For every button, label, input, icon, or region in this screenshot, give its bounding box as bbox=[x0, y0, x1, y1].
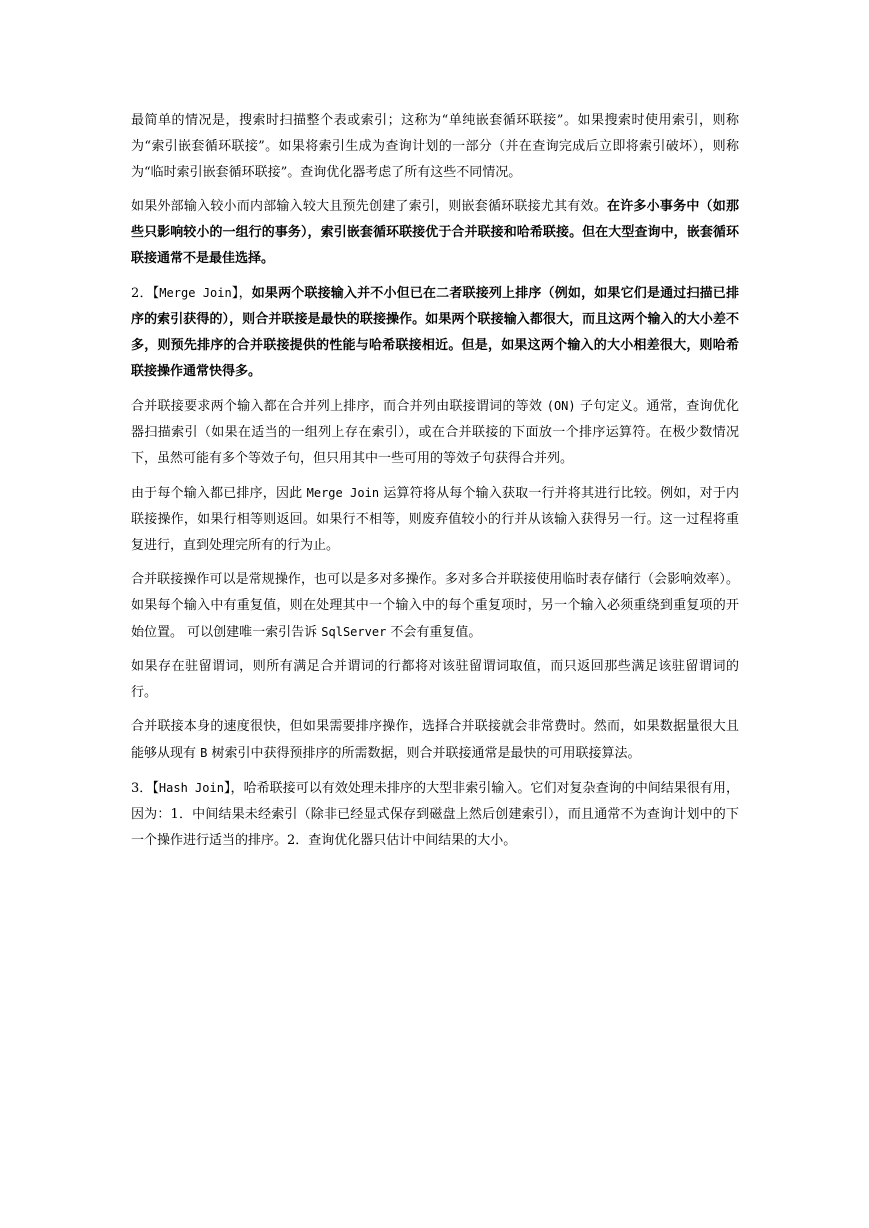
body-text: 】， bbox=[231, 286, 252, 301]
document-body bbox=[131, 108, 739, 862]
body-text: 不会有重复值。 bbox=[386, 625, 482, 640]
body-text: 树索引中获得预排序的所需数据，则合并联接通常是最快的可用联接算法。 bbox=[207, 746, 641, 761]
body-text: 如果外部输入较小而内部输入较大且预先创建了索引，则嵌套循环联接尤其有效。 bbox=[131, 199, 607, 214]
body-text: 子句定义。通常，查询优化器扫描索引（如果在适当的一组列上存在索引），或在合并联接的下面放一个排序运算符。在极少数情况下，虽然可能有多个等效子句，但只用其中一些可用的等效子句获得合并列。 bbox=[131, 399, 739, 466]
body-text: 】，哈希联接可以有效处理未排序的大型非索引输入。它们对复杂查询的中间结果很有用，因为：1．中间结果未经索引（除非已经显式保存到磁盘上然后创建索引），而且通常不为查询计划中的下一个操作进行适当的排序。2．查询优化器只估计中间结果的大小。 bbox=[131, 781, 739, 848]
body-text: 由于每个输入都已排序，因此 bbox=[131, 486, 307, 501]
paragraph bbox=[131, 714, 739, 767]
code-text: (ON) bbox=[546, 399, 576, 413]
body-text: 合并联接要求两个输入都在合并列上排序，而合并列由联接谓词的等效 bbox=[131, 399, 547, 414]
paragraph bbox=[131, 280, 739, 385]
paragraph bbox=[131, 654, 739, 706]
body-text: 2．【 bbox=[131, 286, 160, 301]
paragraph bbox=[131, 480, 739, 559]
code-text: B bbox=[200, 746, 208, 760]
bold-text: 在许多小事务中（如那些只影响较小的一组行的事务），索引嵌套循环联接优于合并联接和哈希联接。但在大型查询中，嵌套循环联接通常不是最佳选择。 bbox=[131, 199, 739, 266]
paragraph bbox=[131, 567, 739, 646]
code-text: Merge Join bbox=[306, 486, 380, 500]
body-text: 最简单的情况是，搜索时扫描整个表或索引；这称为“单纯嵌套循环联接”。如果搜索时使用索引，则称为“索引嵌套循环联接”。如果将索引生成为查询计划的一部分（并在查询完成后立即将索引破坏），则称为“临时索引嵌套循环联接”。查询优化器考虑了所有这些不同情况。 bbox=[131, 113, 739, 180]
paragraph bbox=[131, 108, 739, 186]
paragraph bbox=[131, 393, 739, 472]
body-text: 合并联接操作可以是常规操作，也可以是多对多操作。多对多合并联接使用临时表存储行（会影响效率）。如果每个输入中有重复值，则在处理其中一个输入中的每个重复项时，另一个输入必须重绕到重复项的开始位置。 可以创建唯一索引告诉 bbox=[131, 572, 739, 640]
code-text: SqlServer bbox=[321, 625, 387, 639]
body-text: 运算符将从每个输入获取一行并将其进行比较。例如，对于内联接操作，如果行相等则返回。如果行不相等，则废弃值较小的行并从该输入获得另一行。这一过程将重复进行，直到处理完所有的行为止。 bbox=[131, 486, 739, 553]
body-text: 如果存在驻留谓词，则所有满足合并谓词的行都将对该驻留谓词取值，而只返回那些满足该驻留谓词的行。 bbox=[131, 659, 739, 700]
code-text: Hash Join bbox=[158, 781, 224, 795]
bold-text: 如果两个联接输入并不小但已在二者联接列上排序（例如，如果它们是通过扫描已排序的索引获得的），则合并联接是最快的联接操作。如果两个联接输入都很大，而且这两个输入的大小差不多，则预先排序的合并联接提供的性能与哈希联接相近。但是，如果这两个输入的大小相差很大，则哈希联接操作通常快得多。 bbox=[131, 286, 739, 379]
paragraph bbox=[131, 775, 739, 854]
paragraph bbox=[131, 194, 739, 272]
body-text: 合并联接本身的速度很快，但如果需要排序操作，选择合并联接就会非常费时。然而，如果数据量很大且能够从现有 bbox=[131, 719, 739, 761]
code-text: Merge Join bbox=[159, 286, 232, 300]
body-text: 3．【 bbox=[131, 781, 159, 796]
